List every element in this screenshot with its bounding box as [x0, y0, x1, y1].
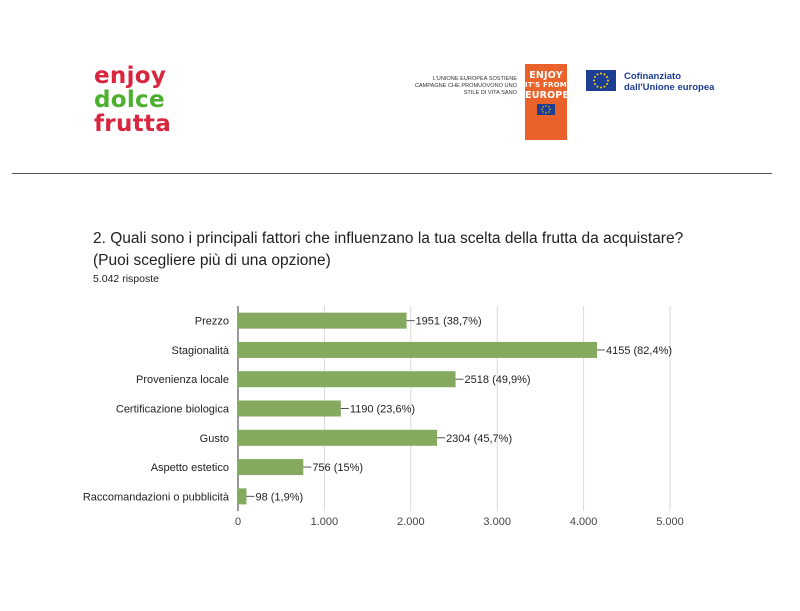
data-label: 756 (15%) — [312, 462, 364, 475]
bar — [238, 342, 597, 358]
badge-line-2: IT'S FROM — [525, 81, 567, 89]
bar — [238, 430, 437, 446]
question-title: 2. Quali sono i principali fattori che influenzano la tua scelta della frutta da acquistare? (Puoi scegliere più di una opzione) — [93, 230, 684, 269]
data-label: 98 (1,9%) — [255, 491, 304, 504]
data-label: 2518 (49,9%) — [464, 374, 531, 387]
x-tick-label: 4.000 — [569, 516, 598, 528]
category-label: Provenienza locale — [136, 374, 229, 387]
x-tick-label: 3.000 — [483, 516, 511, 528]
data-label: 4155 (82,4%) — [605, 344, 673, 357]
eu-flag-icon — [586, 70, 616, 91]
badge-eu-flag-icon — [537, 104, 555, 115]
category-label: Stagionalità — [171, 344, 229, 357]
bar — [238, 313, 407, 329]
bar — [238, 401, 341, 417]
enjoy-its-from-europe-badge — [525, 64, 570, 140]
cofinanced-line-2: dall'Unione europea — [624, 82, 715, 93]
bar — [238, 371, 456, 387]
bar — [238, 488, 246, 504]
data-label: 2304 (45,7%) — [446, 432, 513, 445]
logo-line-3: frutta — [94, 111, 172, 137]
category-label: Certificazione biologica — [115, 403, 229, 416]
x-tick-label: 0 — [234, 516, 242, 528]
response-count: 5.042 risposte — [93, 273, 159, 285]
cofinanced-line-1: Cofinanziato — [624, 71, 681, 82]
logo-line-2: dolce — [94, 87, 165, 113]
category-label: Aspetto estetico — [150, 462, 229, 475]
x-tick-label: 1.000 — [310, 516, 339, 528]
category-label: Raccomandazioni o pubblicità — [82, 491, 229, 504]
logo-line-1: enjoy — [94, 63, 167, 89]
data-label: 1190 (23,6%) — [349, 403, 416, 416]
x-tick-label: 2.000 — [397, 516, 425, 528]
badge-line-3: EUROPE — [525, 90, 570, 101]
enjoy-dolce-frutta-logo — [94, 64, 171, 136]
page-header — [0, 0, 800, 175]
category-label: Prezzo — [194, 315, 229, 328]
category-label: Gusto — [199, 432, 229, 445]
x-tick-label: 5.000 — [656, 516, 684, 528]
header-divider — [12, 173, 772, 174]
bar-chart — [0, 290, 800, 550]
eu-support-text: L'UNIONE EUROPEA SOSTIENE CAMPAGNE CHE PROMUOVONO UNO STILE DI VITA SANO — [414, 76, 517, 96]
badge-line-1: ENJOY — [529, 70, 563, 81]
cofinanced-label — [624, 71, 714, 93]
data-label: 1951 (38,7%) — [415, 315, 482, 328]
bar — [238, 459, 303, 475]
